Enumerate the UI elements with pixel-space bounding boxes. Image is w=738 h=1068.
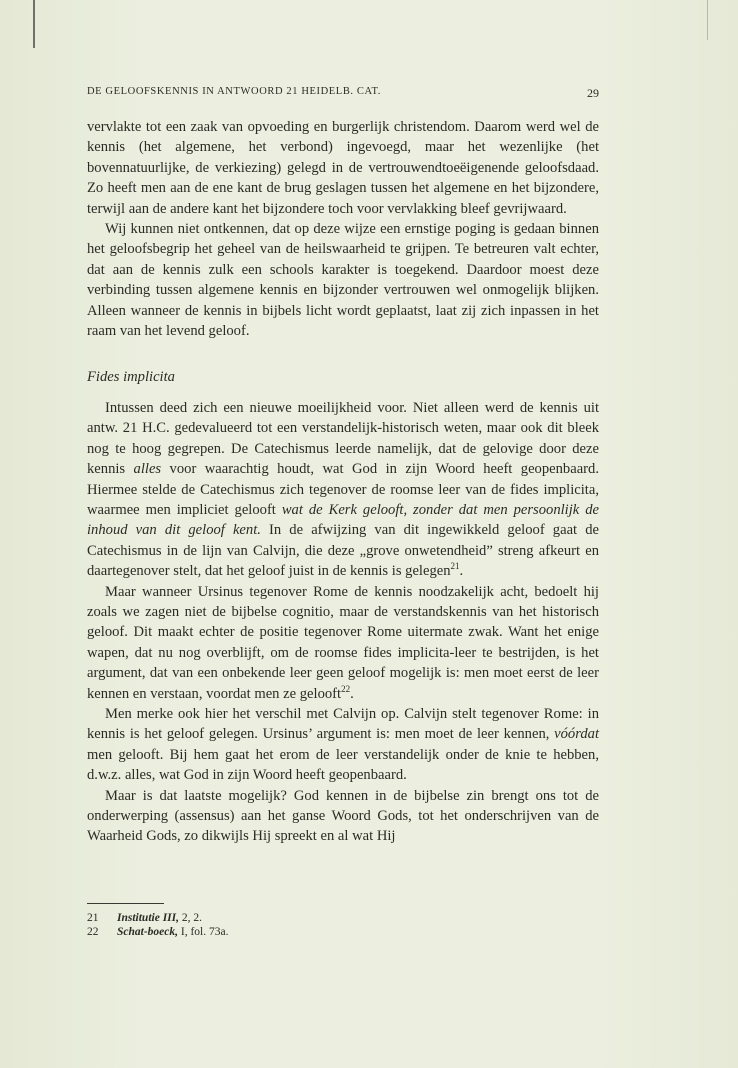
text-run: In de afwijzing van dit ingewikkeld geloof gaat de Catechismus in de lijn van Calvijn, die deze „grove onwetendheid” streng afkeurt en daartegenover stelt, dat het geloof juist in de kennis is gelegen bbox=[87, 522, 599, 580]
footnote-text bbox=[117, 911, 202, 925]
paragraph-1: vervlakte tot een zaak van opvoeding en burgerlijk christendom. Daarom werd wel de kennis (het algemene, het verbond) ingevoegd, maar het wezenlijke (het bovennatuurlijke, de verkiezing) gelegd in de vertrouwendtoeëigenende geloofsdaad. Zo heeft men aan de ene kant de brug geslagen tussen het algemene en het bijzondere, terwijl aan de andere kant het bijzondere toch voor vervlakking bleef gevrijwaard. bbox=[87, 119, 599, 217]
section-paragraph-2 bbox=[87, 582, 599, 704]
footnote-divider bbox=[87, 903, 164, 904]
emphasis: vóórdat bbox=[554, 726, 599, 743]
text-run: Maar wanneer Ursinus tegenover Rome de kennis noodzakelijk acht, bedoelt hij zoals we zagen niet de bijbelse cognitio, maar de verstandskennis van het historisch geloof. Dit maakt echter de positie tegenover Rome uitermate zwak. Want het enige wapen, dat nu nog overblijft, om de roomse fides implicita-leer te bestrijden, is het argument, dat van een onbekende leer geen geloof mogelijk is: men moet eerst de leer kennen en verstaan, voordat men ze gelooft bbox=[87, 583, 599, 702]
scan-edge-mark bbox=[33, 0, 35, 48]
section-paragraph-1 bbox=[87, 398, 599, 582]
section-paragraph-4: Maar is dat laatste mogelijk? God kennen in de bijbelse zin brengt ons tot de onderwerping (assensus) aan het ganse Woord Gods, tot het onderschrijven van de Waarheid Gods, zo dikwijls Hij spreekt en al wat Hij bbox=[87, 787, 599, 845]
footnote-locator: I, fol. 73a. bbox=[178, 926, 229, 938]
section-heading: Fides implicita bbox=[87, 369, 175, 386]
text-run: voor waarachtig houdt, wat God in zijn Woord heeft geopenbaard. Hiermee stelde de Catechismus zich tegenover de roomse leer van de fides implicita, waarmee men impliciet gelooft bbox=[87, 461, 599, 518]
text-run: men gelooft. Bij hem gaat het erom de leer verstandelijk onder de knie te hebben, d.w.z. alles, wat God in zijn Woord heeft geopenbaard. bbox=[87, 746, 599, 784]
text-run: Men merke ook hier het verschil met Calvijn op. Calvijn stelt tegenover Rome: in kennis is het geloof gelegen. Ursinus’ argument is: men moet de leer kennen, bbox=[87, 705, 599, 743]
footnote-number: 21 bbox=[87, 912, 99, 924]
emphasis: alles bbox=[133, 461, 162, 478]
footnote-source: Schat-boeck, bbox=[117, 926, 179, 938]
footnote-22 bbox=[87, 925, 599, 939]
running-title: DE GELOOFSKENNIS IN ANTWOORD 21 HEIDELB. CAT. bbox=[87, 86, 381, 97]
emphasis: wat de Kerk gelooft, zonder dat men persoonlijk de inhoud van dit geloof kent. bbox=[87, 501, 599, 539]
footnote-21 bbox=[87, 911, 599, 925]
footnotes bbox=[87, 911, 599, 939]
scan-edge-mark-right bbox=[707, 0, 708, 40]
text-run: . bbox=[350, 685, 354, 702]
footnote-source: Institutie III, bbox=[117, 912, 179, 924]
running-header bbox=[87, 86, 599, 101]
section-paragraph-3 bbox=[87, 704, 599, 786]
text-run: Intussen deed zich een nieuwe moeilijkheid voor. Niet alleen werd de kennis uit antw. 21 H.C. gedevalueerd tot een verstandelijk-historisch weten, maar ook dit bleek nog te hoog gegrepen. De Catechismus leerde namelijk, dat de gelovige door deze kennis bbox=[87, 399, 599, 478]
footnote-locator: 2, 2. bbox=[179, 912, 202, 924]
footnote-number: 22 bbox=[87, 926, 99, 938]
paragraph-2: Wij kunnen niet ontkennen, dat op deze wijze een ernstige poging is gedaan binnen het geloofsbegrip het geheel van de heilswaarheid te grijpen. Te betreuren valt echter, dat aan de kennis zulk een schools karakter is toegekend. Daardoor moest deze verbinding tussen algemene kennis en bijzonder vertrouwen wel onmogelijk blijken. Alleen wanneer de kennis in bijbels licht wordt geplaatst, laat zij zich inpassen in het raam van het levend geloof. bbox=[87, 221, 599, 340]
body-text bbox=[87, 117, 599, 847]
text-run: . bbox=[459, 563, 464, 580]
page-number: 29 bbox=[587, 86, 599, 100]
footnote-ref[interactable]: 21 bbox=[450, 561, 460, 572]
footnote-text bbox=[117, 925, 228, 939]
footnote-ref[interactable]: 22 bbox=[341, 683, 351, 694]
